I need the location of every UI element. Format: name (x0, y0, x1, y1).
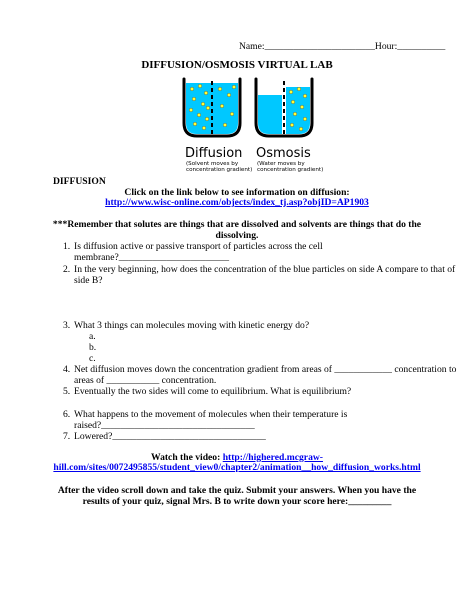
question-text: Is diffusion active or passive transport of particles across the cell (74, 241, 323, 252)
question-number: 6. (63, 409, 71, 420)
question-text: Eventually the two sides will come to equilibrium. What is equilibrium? (74, 386, 352, 397)
question-text: What happens to the movement of molecules when their temperature is (74, 409, 348, 420)
footer-line-1: After the video scroll down and take the quiz. Submit your answers. When you have the (57, 485, 417, 496)
diffusion-caption-1: (Solvent moves by (186, 161, 239, 167)
question-text: membrane?_______________________ (74, 252, 230, 263)
sub-item-c: c. (89, 353, 96, 364)
watch-label: Watch the video: (151, 452, 221, 463)
osmosis-beaker (256, 79, 312, 136)
question-number: 2. (63, 264, 71, 275)
question-number: 1. (63, 241, 71, 252)
footer-line-2: results of your quiz, signal Mrs. B to write down your score here:_________ (82, 496, 392, 507)
osmosis-label: Osmosis (256, 146, 311, 161)
instruction-text: Click on the link below to see information on diffusion: (124, 187, 350, 198)
diffusion-beaker (184, 79, 240, 136)
sub-item-a: a. (89, 331, 96, 342)
osmosis-caption-1: (Water moves by (257, 161, 305, 167)
question-text: Lowered?________________________________ (74, 431, 266, 442)
page-title: DIFFUSION/OSMOSIS VIRTUAL LAB (141, 59, 333, 71)
name-hour-line: Name:_______________________Hour:__________ (239, 41, 446, 52)
video-link-part-1[interactable]: http://highered.mcgraw- (222, 452, 323, 463)
question-text: In the very beginning, how does the concentration of the blue particles on side A compare to that of (74, 264, 456, 275)
question-number: 7. (63, 431, 71, 442)
reminder-line-2: dissolving. (215, 230, 259, 241)
question-text: Net diffusion moves down the concentration gradient from areas of ____________ concentration to (74, 364, 457, 375)
question-text: What 3 things can molecules moving with kinetic energy do? (74, 320, 310, 331)
question-text: raised?________________________________ (74, 420, 255, 431)
section-heading: DIFFUSION (53, 176, 106, 187)
question-text: side B? (74, 275, 103, 286)
question-text: areas of ___________ concentration. (74, 375, 217, 386)
diffusion-label: Diffusion (185, 146, 243, 161)
diffusion-link[interactable]: http://www.wisc-online.com/objects/index_tj.asp?objID=AP1903 (105, 197, 369, 208)
video-link-part-2[interactable]: hill.com/sites/0072495855/student_view0/chapter2/animation__how_diffusion_works.html (53, 462, 421, 473)
question-number: 5. (63, 386, 71, 397)
diffusion-caption-2: concentration gradient) (186, 167, 253, 173)
osmosis-caption-2: concentration gradient) (257, 167, 324, 173)
question-number: 3. (63, 320, 71, 331)
reminder-line-1: ***Remember that solutes are things that are dissolved and solvents are things that do the (52, 219, 422, 230)
question-number: 4. (63, 364, 71, 375)
sub-item-b: b. (89, 342, 97, 353)
